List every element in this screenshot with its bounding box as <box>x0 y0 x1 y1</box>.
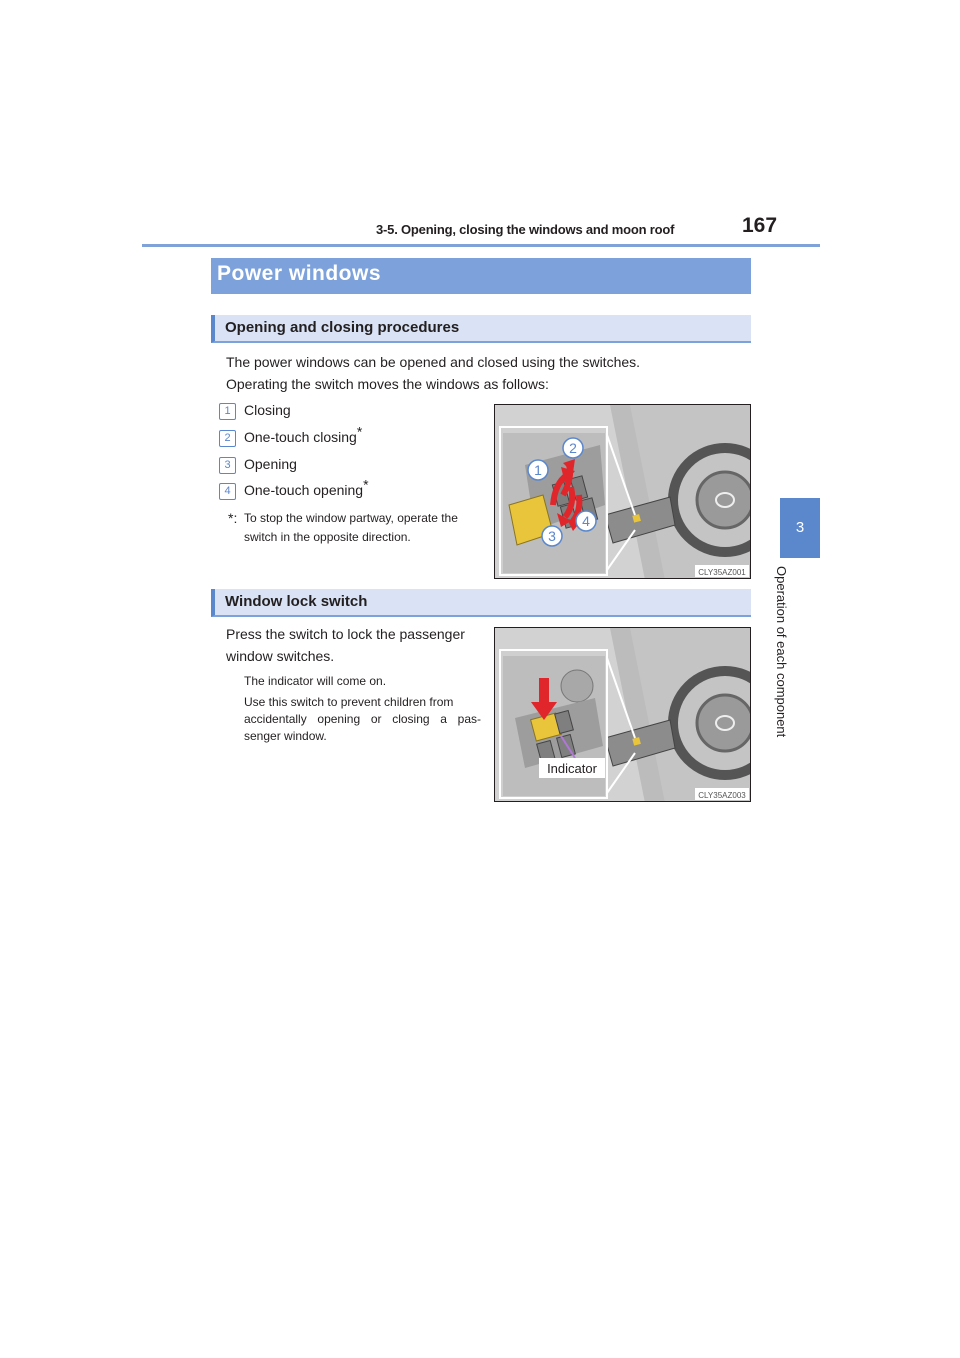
item-label-opening: Opening <box>244 456 297 472</box>
item-label-closing: Closing <box>244 402 291 418</box>
opening-section-bar <box>211 315 751 343</box>
figure-code: CLY35AZ003 <box>698 791 746 800</box>
window-lock-illustration <box>495 628 751 802</box>
indicator-label: Indicator <box>547 761 597 776</box>
footnote-asterisk: * <box>356 423 363 440</box>
lock-section-bar <box>211 589 751 617</box>
figure-code: CLY35AZ001 <box>698 568 746 577</box>
lock-body-line-1: Press the switch to lock the passenger <box>226 626 465 642</box>
lock-note-2-line-2: accidentally opening or closing a pas- <box>244 712 481 726</box>
opening-intro-1: The power windows can be opened and closed using the switches. <box>226 354 641 370</box>
page-number: 167 <box>742 214 778 237</box>
item-number-1: 1 <box>219 403 236 420</box>
item-number-2: 2 <box>219 430 236 447</box>
header-rule <box>142 244 820 247</box>
footnote-mark: *: <box>228 510 238 526</box>
chapter-tab[interactable]: 3 <box>780 498 820 558</box>
opening-intro-2: Operating the switch moves the windows as follows: <box>226 376 549 392</box>
window-switch-figure <box>494 404 751 579</box>
item-number-3: 3 <box>219 457 236 474</box>
footnote-line-1: To stop the window partway, operate the <box>244 511 458 525</box>
callout-2: 2 <box>569 440 577 456</box>
lock-note-2-line-3: senger window. <box>244 729 327 743</box>
callout-1: 1 <box>534 462 542 478</box>
lock-body-line-2: window switches. <box>226 648 335 664</box>
footnote-asterisk: * <box>363 476 369 493</box>
window-lock-figure <box>494 627 751 802</box>
item-label-one-touch-closing: One-touch closing* <box>244 423 363 445</box>
main-title-bar <box>211 258 751 294</box>
footnote-line-2: switch in the opposite direction. <box>244 530 411 544</box>
callout-4: 4 <box>582 513 590 529</box>
opening-section-title: Opening and closing procedures <box>225 319 460 336</box>
item-label-one-touch-opening: One-touch opening* <box>244 476 369 498</box>
lock-note-2-line-1: Use this switch to prevent children from <box>244 695 454 709</box>
section-header: 3-5. Opening, closing the windows and moon roof <box>376 222 675 237</box>
page-title: Power windows <box>217 262 382 285</box>
window-switch-illustration <box>495 405 751 579</box>
callout-3: 3 <box>548 528 556 544</box>
chapter-tab-label: Operation of each component <box>774 566 789 738</box>
lock-note-1: The indicator will come on. <box>244 674 387 688</box>
lock-section-title: Window lock switch <box>225 593 368 610</box>
item-number-4: 4 <box>219 483 236 500</box>
